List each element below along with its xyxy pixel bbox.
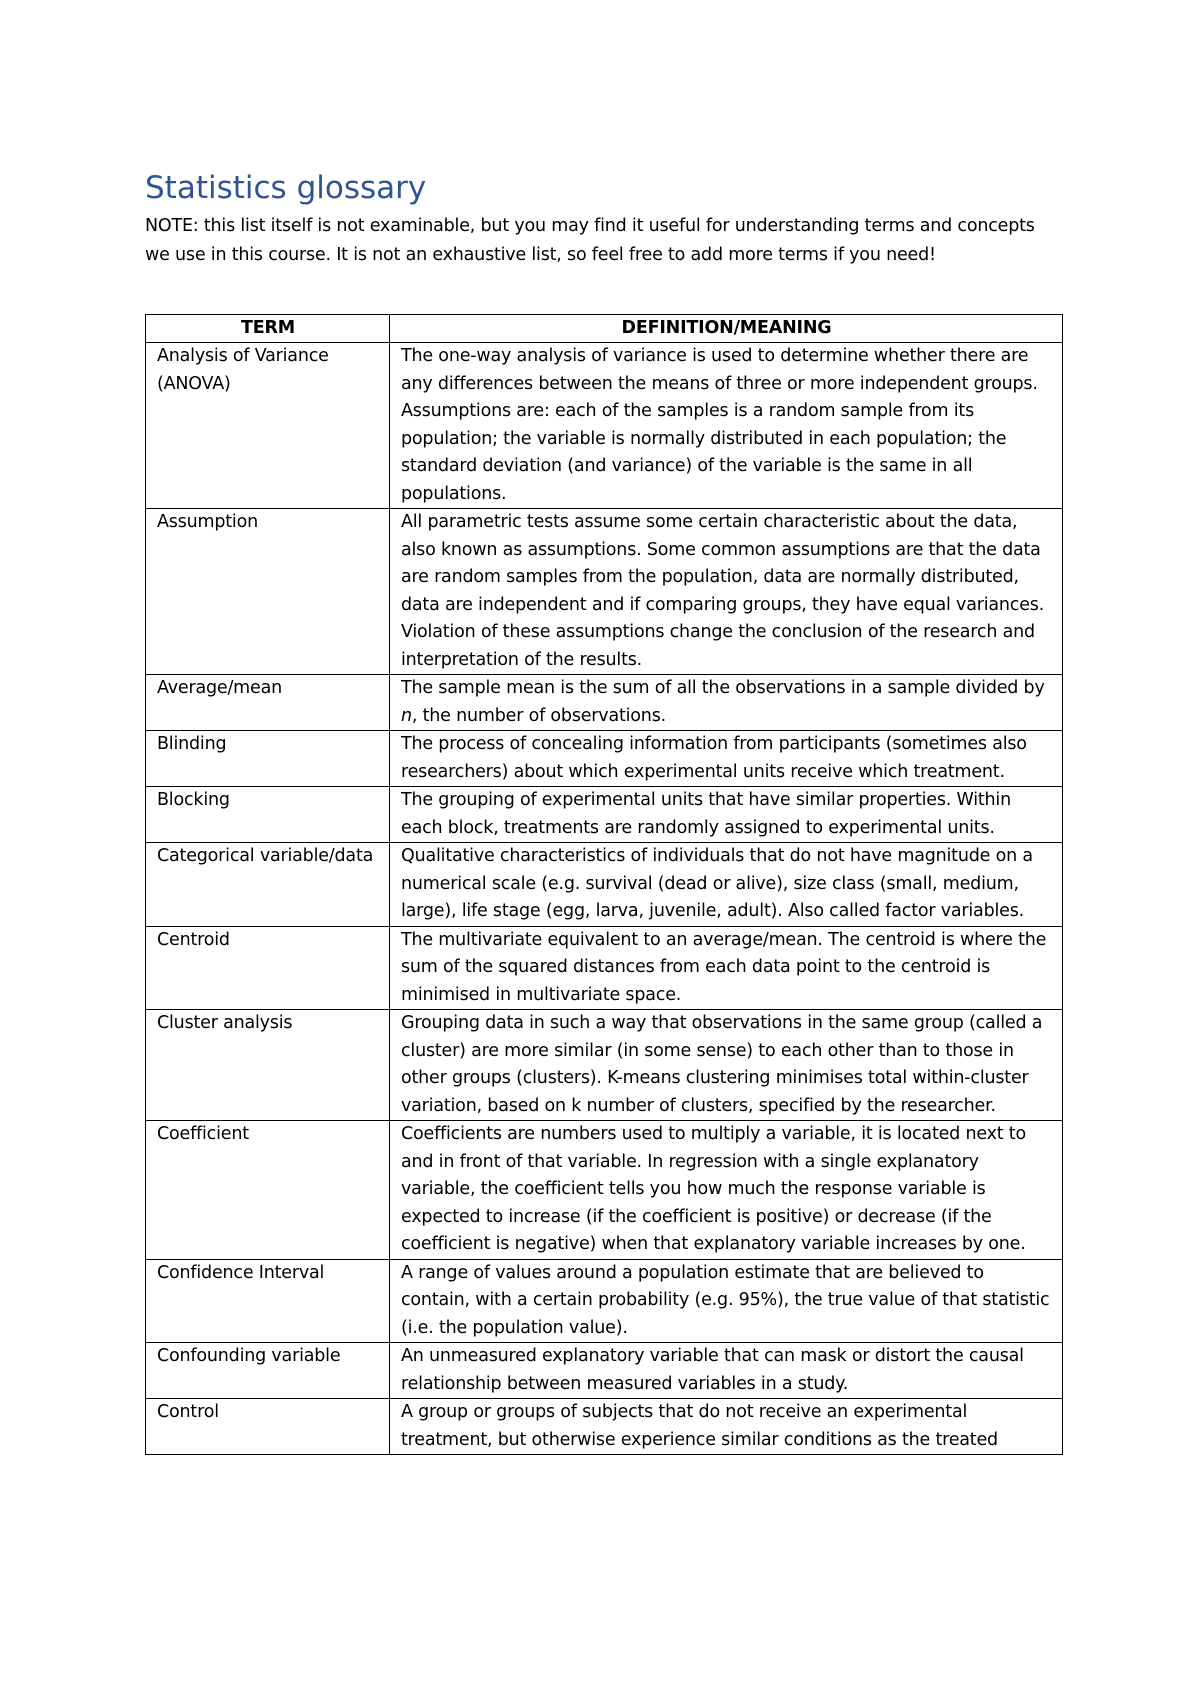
- term-cell: Centroid: [146, 926, 390, 1010]
- definition-cell: Grouping data in such a way that observations in the same group (called a cluster) are more similar (in some sense) to each other than to those in other groups (clusters). K-means clustering minimises total within-cluster variation, based on k number of clusters, specified by the researcher.: [390, 1010, 1063, 1121]
- header-definition: DEFINITION/MEANING: [390, 315, 1063, 343]
- table-row: [146, 1010, 1063, 1121]
- table-row: [146, 1399, 1063, 1455]
- glossary-table: [145, 314, 1063, 1455]
- table-row: [146, 787, 1063, 843]
- definition-text: , the number of observations.: [411, 705, 666, 726]
- term-cell: Confidence Interval: [146, 1259, 390, 1343]
- term-cell: Blinding: [146, 731, 390, 787]
- definition-cell: An unmeasured explanatory variable that can mask or distort the causal relationship between measured variables in a study.: [390, 1343, 1063, 1399]
- definition-cell: The one-way analysis of variance is used to determine whether there are any differences between the means of three or more independent groups. Assumptions are: each of the samples is a random sample from its population; the variable is normally distributed in each population; the standard deviation (and variance) of the variable is the same in all populations.: [390, 343, 1063, 509]
- table-row: [146, 926, 1063, 1010]
- definition-italic-n: n: [401, 705, 412, 726]
- header-term: TERM: [146, 315, 390, 343]
- intro-note: NOTE: this list itself is not examinable, but you may find it useful for understanding terms and concepts we use in this course. It is not an exhaustive list, so feel free to add more terms if you need!: [145, 216, 1035, 265]
- table-row: [146, 1121, 1063, 1260]
- table-row: [146, 509, 1063, 675]
- table-row: [146, 1343, 1063, 1399]
- definition-cell: The process of concealing information from participants (sometimes also researchers) about which experimental units receive which treatment.: [390, 731, 1063, 787]
- table-row: [146, 843, 1063, 927]
- definition-cell: Qualitative characteristics of individuals that do not have magnitude on a numerical scale (e.g. survival (dead or alive), size class (small, medium, large), life stage (egg, larva, juvenile, adult). Also called factor variables.: [390, 843, 1063, 927]
- term-cell: Categorical variable/data: [146, 843, 390, 927]
- term-cell: Assumption: [146, 509, 390, 675]
- definition-cell: A range of values around a population estimate that are believed to contain, with a certain probability (e.g. 95%), the true value of that statistic (i.e. the population value).: [390, 1259, 1063, 1343]
- table-row: [146, 343, 1063, 509]
- term-cell: Cluster analysis: [146, 1010, 390, 1121]
- table-header-row: [146, 315, 1063, 343]
- definition-cell: Coefficients are numbers used to multiply a variable, it is located next to and in front of that variable. In regression with a single explanatory variable, the coefficient tells you how much the response variable is expected to increase (if the coefficient is positive) or decrease (if the coefficient is negative) when that explanatory variable increases by one.: [390, 1121, 1063, 1260]
- term-cell: Blocking: [146, 787, 390, 843]
- term-cell: Analysis of Variance (ANOVA): [146, 343, 390, 509]
- table-row: [146, 1259, 1063, 1343]
- definition-text: The sample mean is the sum of all the observations in a sample divided by: [401, 678, 1045, 698]
- definition-cell: The multivariate equivalent to an average/mean. The centroid is where the sum of the squared distances from each data point to the centroid is minimised in multivariate space.: [390, 926, 1063, 1010]
- term-cell: Control: [146, 1399, 390, 1455]
- definition-cell: [390, 675, 1063, 731]
- table-row: [146, 731, 1063, 787]
- definition-cell: The grouping of experimental units that have similar properties. Within each block, treatments are randomly assigned to experimental units.: [390, 787, 1063, 843]
- definition-cell: A group or groups of subjects that do not receive an experimental treatment, but otherwise experience similar conditions as the treated: [390, 1399, 1063, 1455]
- table-row: [146, 675, 1063, 731]
- definition-cell: All parametric tests assume some certain characteristic about the data, also known as assumptions. Some common assumptions are that the data are random samples from the population, data are normally distributed, data are independent and if comparing groups, they have equal variances. Violation of these assumptions change the conclusion of the research and interpretation of the results.: [390, 509, 1063, 675]
- term-cell: Confounding variable: [146, 1343, 390, 1399]
- term-cell: Coefficient: [146, 1121, 390, 1260]
- page-title: Statistics glossary: [145, 170, 427, 206]
- term-cell: Average/mean: [146, 675, 390, 731]
